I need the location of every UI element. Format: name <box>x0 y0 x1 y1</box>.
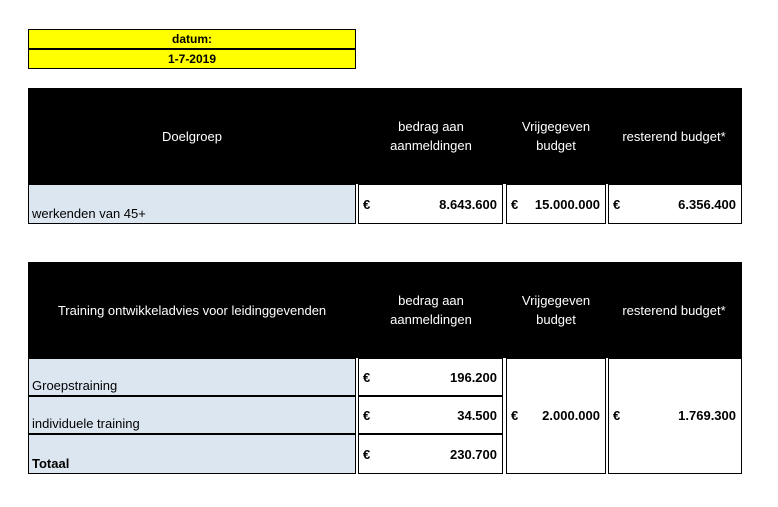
amount-cell <box>358 434 503 474</box>
remaining-value: 6.356.400 <box>678 197 736 212</box>
amount-value: 34.500 <box>457 408 497 423</box>
header-resterend: resterend budget* <box>622 128 726 144</box>
euro-sign: € <box>363 370 371 385</box>
date-label: datum: <box>28 29 356 49</box>
date-box <box>28 29 356 69</box>
date-value: 1-7-2019 <box>28 49 356 69</box>
remaining-value: 1.769.300 <box>678 408 736 423</box>
euro-sign: € <box>363 197 371 212</box>
total-row <box>28 434 356 474</box>
header-vrijgegeven: Vrijgegeven budget <box>521 293 591 327</box>
amount-cell <box>358 396 503 434</box>
table-doelgroep <box>28 88 742 226</box>
header-bedrag: bedrag aan aanmeldingen <box>390 293 472 327</box>
header-vrijgegeven: Vrijgegeven budget <box>521 119 591 153</box>
released-value: 15.000.000 <box>534 197 600 212</box>
euro-sign: € <box>511 197 519 212</box>
amount-cell <box>358 184 503 224</box>
header-resterend: resterend budget* <box>622 302 726 318</box>
euro-sign: € <box>613 197 621 212</box>
row-label-cell <box>28 184 356 224</box>
total-amount-value: 230.700 <box>450 447 497 462</box>
remaining-cell <box>608 358 742 474</box>
remaining-cell <box>608 184 742 224</box>
header-bedrag: bedrag aan aanmeldingen <box>390 119 472 153</box>
table-header <box>28 88 742 184</box>
row-label: individuele training <box>32 416 140 431</box>
amount-value: 8.643.600 <box>439 197 497 212</box>
released-value: 2.000.000 <box>542 408 600 423</box>
amount-value: 196.200 <box>450 370 497 385</box>
table-training <box>28 262 742 476</box>
table-row <box>28 396 356 434</box>
euro-sign: € <box>511 408 519 423</box>
row-label: werkenden van 45+ <box>32 206 146 221</box>
row-label: Groepstraining <box>32 378 118 393</box>
total-label: Totaal <box>32 456 70 471</box>
euro-sign: € <box>363 408 371 423</box>
released-cell <box>506 358 606 474</box>
header-doelgroep: Doelgroep <box>162 128 222 144</box>
euro-sign: € <box>363 447 371 462</box>
amount-cell <box>358 358 503 396</box>
euro-sign: € <box>613 408 621 423</box>
released-cell <box>506 184 606 224</box>
table-header <box>28 262 742 358</box>
table-row <box>28 358 356 396</box>
header-training: Training ontwikkeladvies voor leidinggevenden <box>57 302 327 318</box>
